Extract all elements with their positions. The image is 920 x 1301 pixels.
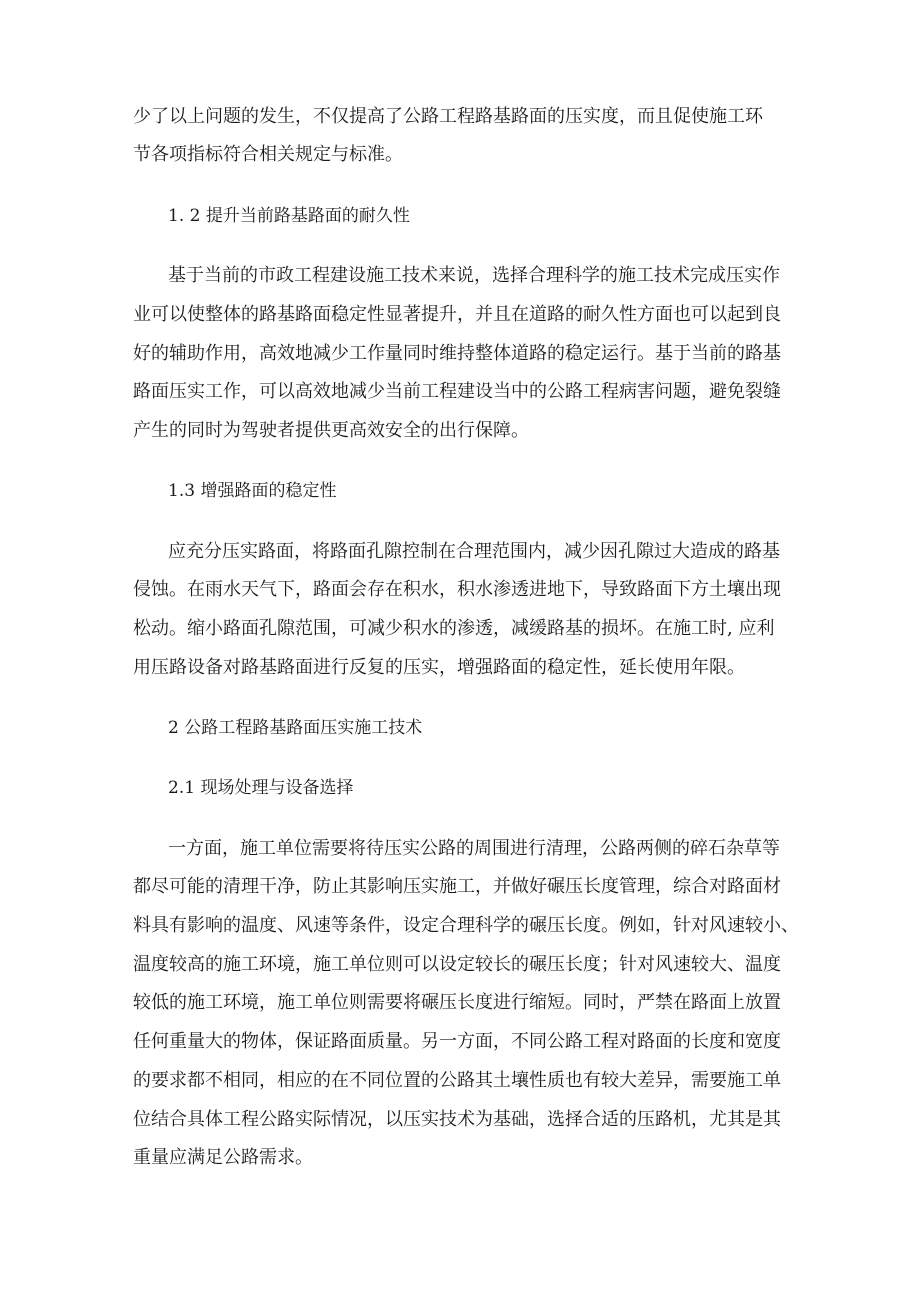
paragraph-line: 料具有影响的温度、风速等条件，设定合理科学的碾压长度。例如，针对风速较小、 bbox=[133, 915, 799, 936]
paragraph-line: 任何重量大的物体，保证路面质量。另一方面，不同公路工程对路面的长度和宽度 bbox=[133, 1031, 781, 1052]
paragraph-line: 温度较高的施工环境，施工单位则可以设定较长的碾压长度；针对风速较大、温度 bbox=[133, 954, 781, 975]
paragraph-line: 都尽可能的清理干净，防止其影响压实施工，并做好碾压长度管理，综合对路面材 bbox=[133, 876, 781, 897]
paragraph-line: 基于当前的市政工程建设施工技术来说，选择合理科学的施工技术完成压实作 bbox=[168, 265, 780, 286]
paragraph-line: 侵蚀。在雨水天气下，路面会存在积水，积水渗透进地下，导致路面下方土壤出现 bbox=[133, 579, 781, 600]
paragraph-line: 位结合具体工程公路实际情况，以压实技术为基础，选择合适的压路机，尤其是其 bbox=[133, 1109, 781, 1130]
paragraph-line: 一方面，施工单位需要将待压实公路的周围进行清理，公路两侧的碎石杂草等 bbox=[168, 838, 780, 859]
paragraph-line: 应充分压实路面，将路面孔隙控制在合理范围内，减少因孔隙过大造成的路基 bbox=[168, 541, 780, 562]
paragraph-line: 节各项指标符合相关规定与标准。 bbox=[133, 144, 403, 165]
paragraph-line: 松动。缩小路面孔隙范围，可减少积水的渗透，减缓路基的损坏。在施工时, 应利 bbox=[133, 618, 775, 639]
paragraph-line: 产生的同时为驾驶者提供更高效安全的出行保障。 bbox=[133, 420, 529, 441]
paragraph-line: 业可以使整体的路基路面稳定性显著提升，并且在道路的耐久性方面也可以起到良 bbox=[133, 304, 781, 325]
paragraph-line: 的要求都不相同，相应的在不同位置的公路其土壤性质也有较大差异，需要施工单 bbox=[133, 1070, 781, 1091]
paragraph-line: 较低的施工环境，施工单位则需要将碾压长度进行缩短。同时，严禁在路面上放置 bbox=[133, 992, 781, 1013]
paragraph-line: 好的辅助作用，高效地减少工作量同时维持整体道路的稳定运行。基于当前的路基 bbox=[133, 343, 781, 364]
paragraph-line: 路面压实工作，可以高效地减少当前工程建设当中的公路工程病害问题，避免裂缝 bbox=[133, 381, 781, 402]
section-heading: 2.1 现场处理与设备选择 bbox=[168, 778, 354, 798]
paragraph-line: 少了以上问题的发生，不仅提高了公路工程路基路面的压实度，而且促使施工环 bbox=[133, 106, 763, 127]
section-heading: 1.3 增强路面的稳定性 bbox=[168, 481, 337, 501]
section-heading: 2 公路工程路基路面压实施工技术 bbox=[168, 718, 423, 738]
paragraph-line: 用压路设备对路基路面进行反复的压实，增强路面的稳定性，延长使用年限。 bbox=[133, 657, 745, 678]
paragraph-line: 重量应满足公路需求。 bbox=[133, 1147, 313, 1168]
section-heading: 1. 2 提升当前路基路面的耐久性 bbox=[168, 206, 410, 226]
